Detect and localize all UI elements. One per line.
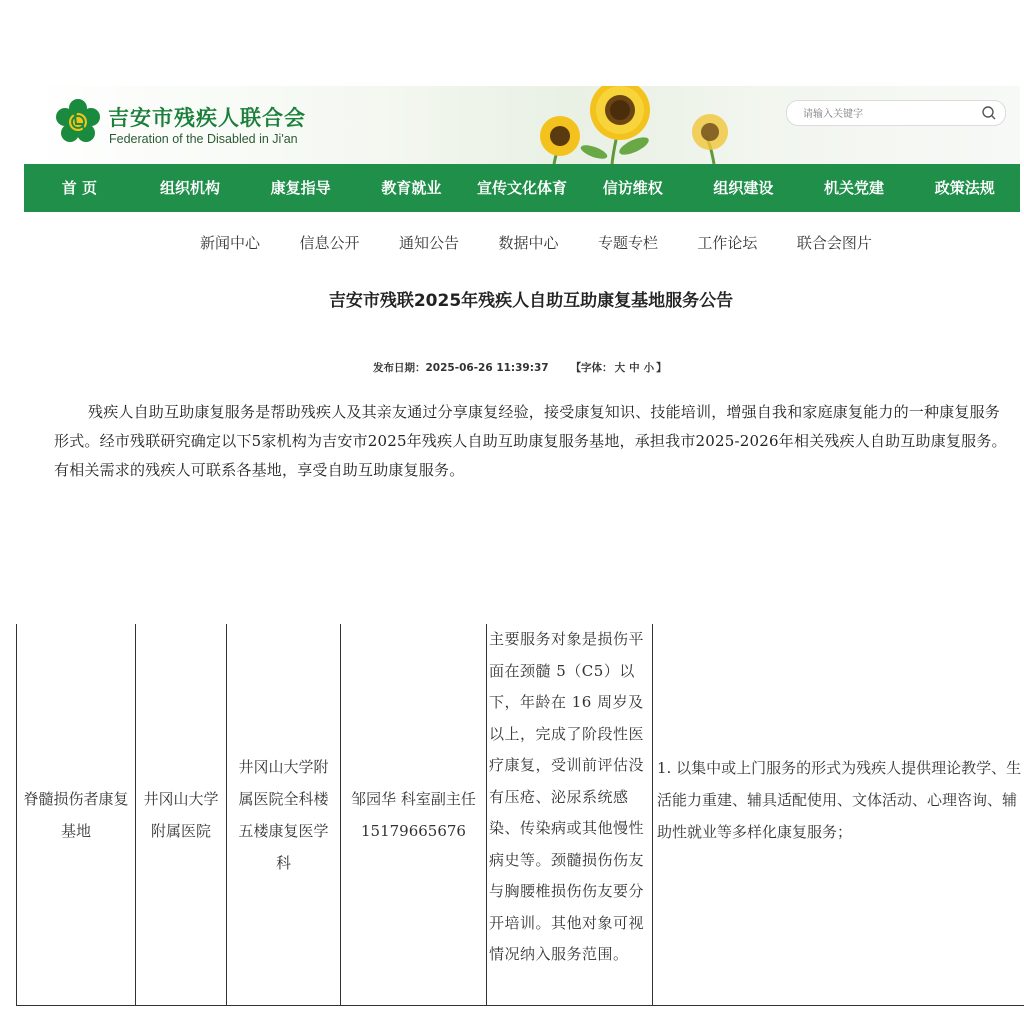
subnav-item-info-disclosure[interactable]: 信息公开 [299, 234, 360, 252]
search-icon[interactable] [981, 105, 997, 121]
font-size-medium-link[interactable]: 中 [629, 362, 640, 374]
nav-item-org-building[interactable]: 组织建设 [713, 179, 774, 197]
nav-item-rehabilitation[interactable]: 康复指导 [270, 179, 331, 197]
search-input[interactable] [801, 103, 975, 125]
date-label: 发布日期： [373, 362, 426, 374]
search-box[interactable] [786, 100, 1006, 126]
publish-date: 2025-06-26 11:39:37 [425, 362, 549, 374]
nav-item-policies[interactable]: 政策法规 [934, 179, 995, 197]
nav-item-home[interactable]: 首 页 [61, 179, 97, 197]
sub-nav [200, 232, 872, 256]
site-header [24, 86, 1020, 164]
nav-item-education-employment[interactable]: 教育就业 [381, 179, 442, 197]
site-title[interactable]: 吉安市残疾人联合会 [108, 106, 306, 130]
base-table [16, 624, 1024, 1006]
table-row [17, 624, 1024, 1006]
font-size-small-link[interactable]: 小 [643, 362, 655, 374]
subnav-item-work-forum[interactable]: 工作论坛 [697, 234, 758, 252]
cell-requirements: 主要服务对象是损伤平面在颈髓 5（C5）以下，年龄在 16 周岁及以上，完成了阶段性医疗康复，受训前评估没有压疮、泌尿系统感染、传染病或其他慢性病史等。颈髓损伤伤友与胸腰椎损伤伤友要分开培训。其他对象可视情况纳入服务范围。 [487, 624, 653, 1006]
article-meta [373, 360, 667, 375]
subnav-item-photos[interactable]: 联合会图片 [796, 234, 872, 252]
cell-contact: 邹园华 科室副主任15179665676 [341, 624, 487, 1006]
nav-item-petitions[interactable]: 信访维权 [602, 179, 663, 197]
cell-services: 1. 以集中或上门服务的形式为残疾人提供理论教学、生活能力重建、辅具适配使用、文体活动、心理咨询、辅助性就业等多样化康复服务； [653, 624, 1024, 1006]
nav-item-party-building[interactable]: 机关党建 [824, 179, 885, 197]
cell-address: 井冈山大学附属医院全科楼五楼康复医学科 [227, 624, 341, 1006]
federation-logo-icon[interactable] [54, 98, 102, 146]
subnav-item-data-center[interactable]: 数据中心 [498, 234, 559, 252]
cell-institution: 井冈山大学附属医院 [136, 624, 227, 1006]
subnav-item-news[interactable]: 新闻中心 [200, 234, 261, 252]
nav-item-organization[interactable]: 组织机构 [160, 179, 221, 197]
font-size-large-link[interactable]: 大 [614, 362, 626, 374]
cell-base-name: 脊髓损伤者康复基地 [17, 624, 136, 1006]
sunflower-banner-image [514, 86, 774, 164]
article-title: 吉安市残联2025年残疾人自助互助康复基地服务公告 [328, 291, 734, 311]
subnav-item-special-topics[interactable]: 专题专栏 [597, 234, 658, 252]
font-size-suffix: 】 [656, 362, 667, 374]
subnav-item-notices[interactable]: 通知公告 [398, 234, 459, 252]
site-subtitle: Federation of the Disabled in Ji'an [109, 132, 298, 146]
nav-item-culture-sports[interactable]: 宣传文化体育 [477, 179, 568, 197]
font-size-prefix: 【字体： [570, 362, 613, 374]
article-body: 残疾人自助互助康复服务是帮助残疾人及其亲友通过分享康复经验，接受康复知识、技能培训，增强自我和家庭康复能力的一种康复服务形式。经市残联研究确定以下5家机构为吉安市2025年残疾人自助互助康复服务基地，承担我市2025-2026年相关残疾人自助互助康复服务。有相关需求的残疾人可联系各基地，享受自助互助康复服务。 [54, 403, 1007, 479]
main-nav [24, 164, 1020, 212]
